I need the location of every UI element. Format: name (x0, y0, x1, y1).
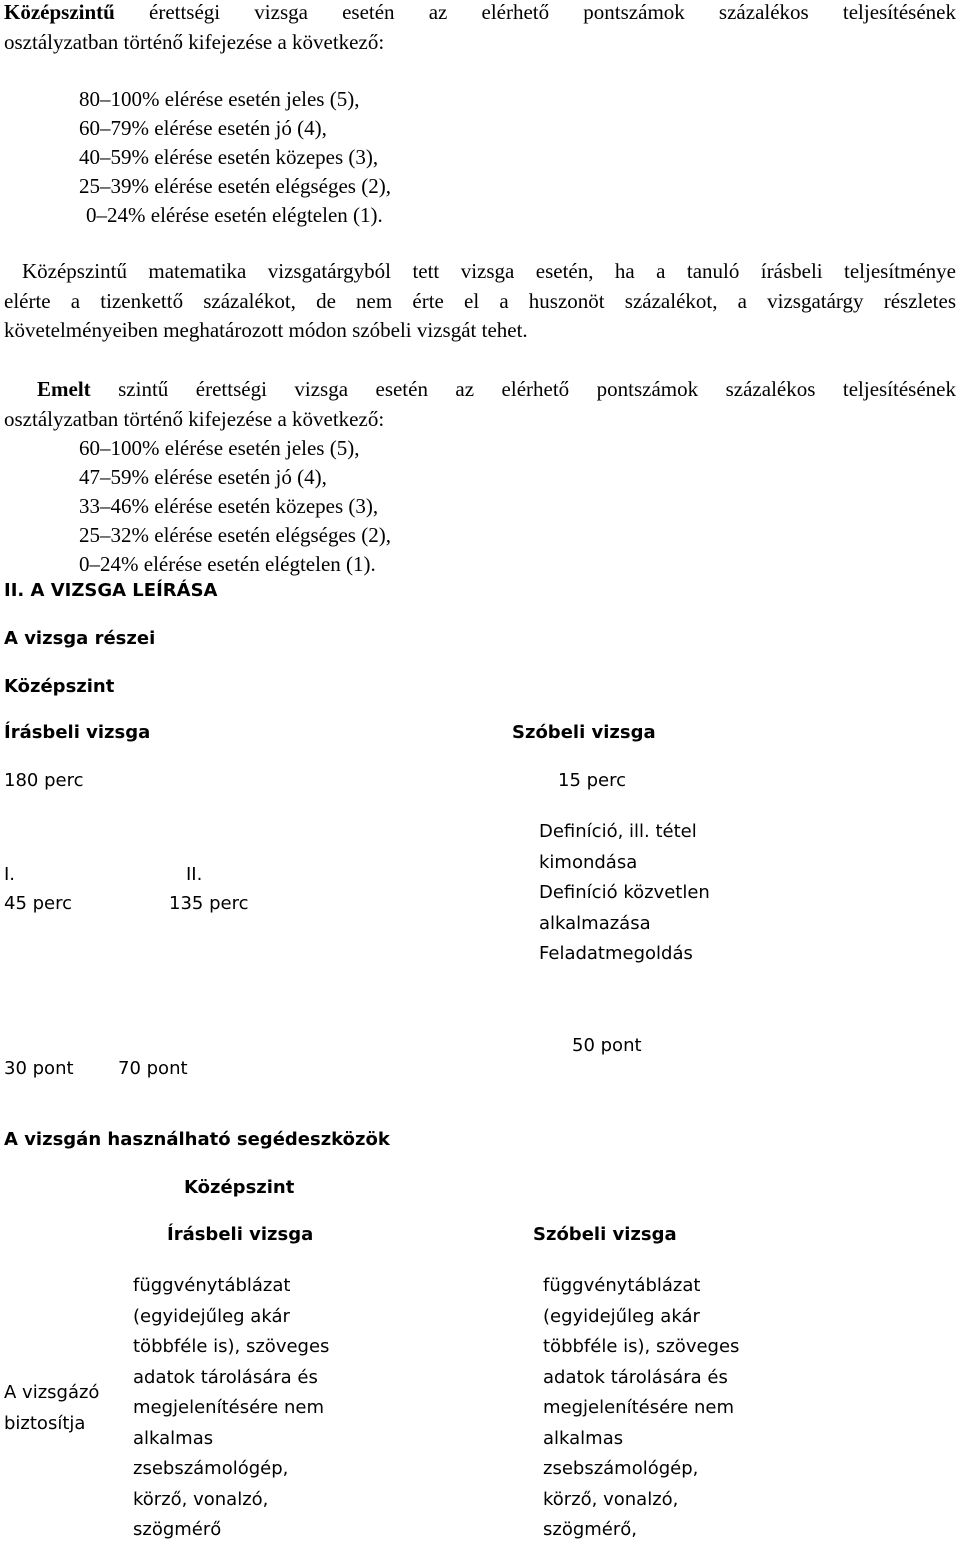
intro-kozep-bold: Középszintű (4, 0, 115, 24)
tools-oral-item: alkalmas (543, 1427, 624, 1449)
intro-emelt-line2: osztályzatban történő kifejezése a következő: (4, 407, 385, 431)
intro-emelt-bold: Emelt (37, 377, 91, 401)
exam-part2-label: II. (186, 864, 203, 885)
math-paragraph-line3: követelményeiben meghatározott módon szóbeli vizsgát tehet. (4, 318, 528, 342)
tools-oral-item: körző, vonalzó, (543, 1488, 679, 1510)
tools-oral-item: adatok tárolására és (543, 1366, 728, 1388)
grade-kozep-4: 60–79% elérése esetén jó (4), (79, 116, 327, 140)
grade-emelt-1: 0–24% elérése esetén elégtelen (1). (79, 552, 376, 576)
tools-written-item: zsebszámológép, (133, 1458, 289, 1479)
tools-written-item: (egyidejűleg akár (133, 1305, 290, 1327)
tools-written-item: adatok tárolására és (133, 1366, 318, 1388)
intro-emelt-line1 (37, 377, 956, 402)
tools-oral-item: megjelenítésére nem (543, 1397, 734, 1418)
tools-row-label-line: A vizsgázó (4, 1382, 100, 1403)
tools-oral-items (543, 1271, 739, 1546)
intro-kozep-line1 (4, 0, 956, 25)
exam-oral-points: 50 pont (572, 1035, 642, 1056)
tools-written-item: alkalmas (133, 1427, 214, 1449)
math-paragraph-line2: elérte a tizenkettő százalékot, de nem érte el a huszonöt százalékot, a vizsgatárgy részletes (4, 289, 956, 313)
tools-written-item: szögmérő (133, 1519, 222, 1540)
exam-written-heading: Írásbeli vizsga (4, 722, 151, 743)
exam-written-time: 180 perc (4, 770, 84, 791)
grade-kozep-5: 80–100% elérése esetén jeles (5), (79, 87, 360, 111)
exam-part1-label: I. (4, 864, 16, 885)
tools-level: Középszint (184, 1177, 295, 1198)
tools-heading: A vizsgán használható segédeszközök (4, 1129, 390, 1150)
math-paragraph-line1: Középszintű matematika vizsgatárgyból tett vizsga esetén, ha a tanuló írásbeli teljesítménye (22, 259, 956, 283)
section-title: II. A VIZSGA LEÍRÁSA (4, 580, 218, 601)
intro-kozep-rest: érettségi vizsga esetén az elérhető pontszámok százalékos teljesítésének (114, 0, 956, 24)
exam-oral-item: kimondása (539, 851, 638, 873)
tools-written-heading: Írásbeli vizsga (167, 1224, 314, 1245)
tools-oral-item: zsebszámológép, (543, 1458, 699, 1479)
tools-written-item: függvénytáblázat (133, 1275, 291, 1296)
exam-oral-time: 15 perc (558, 770, 627, 791)
parts-heading: A vizsga részei (4, 628, 156, 649)
grade-emelt-3: 33–46% elérése esetén közepes (3), (79, 494, 379, 518)
tools-row-label (4, 1378, 99, 1439)
grade-kozep-1: 0–24% elérése esetén elégtelen (1). (86, 203, 383, 227)
intro-emelt-rest: szintű érettségi vizsga esetén az elérhető pontszámok százalékos teljesítésének (90, 377, 956, 401)
tools-oral-item: szögmérő, (543, 1519, 638, 1540)
tools-written-items (133, 1271, 329, 1546)
exam-oral-heading: Szóbeli vizsga (512, 722, 656, 743)
intro-kozep-line2: osztályzatban történő kifejezése a következő: (4, 30, 385, 54)
tools-written-item: körző, vonalzó, (133, 1488, 269, 1510)
exam-oral-item: alkalmazása (539, 912, 651, 934)
grade-emelt-4: 47–59% elérése esetén jó (4), (79, 465, 327, 489)
tools-row-label-line: biztosítja (4, 1412, 86, 1434)
grade-kozep-2: 25–39% elérése esetén elégséges (2), (79, 174, 391, 198)
exam-part1-time: 45 perc (4, 893, 73, 914)
grade-emelt-5: 60–100% elérése esetén jeles (5), (79, 436, 360, 460)
exam-oral-items (539, 817, 710, 970)
tools-oral-item: többféle is), szöveges (543, 1336, 740, 1357)
exam-oral-item: Definíció, ill. tétel (539, 821, 697, 842)
tools-written-item: megjelenítésére nem (133, 1397, 324, 1418)
exam-part2-time: 135 perc (169, 893, 249, 914)
exam-oral-item: Feladatmegoldás (539, 943, 693, 964)
grade-emelt-2: 25–32% elérése esetén elégséges (2), (79, 523, 391, 547)
tools-oral-item: (egyidejűleg akár (543, 1305, 700, 1327)
tools-written-item: többféle is), szöveges (133, 1336, 330, 1357)
exam-part2-points: 70 pont (118, 1058, 188, 1079)
tools-oral-item: függvénytáblázat (543, 1275, 701, 1296)
exam-part1-points: 30 pont (4, 1058, 74, 1079)
grade-kozep-3: 40–59% elérése esetén közepes (3), (79, 145, 379, 169)
level-heading: Középszint (4, 676, 115, 697)
tools-oral-heading: Szóbeli vizsga (533, 1224, 677, 1245)
exam-oral-item: Definíció közvetlen (539, 882, 710, 903)
